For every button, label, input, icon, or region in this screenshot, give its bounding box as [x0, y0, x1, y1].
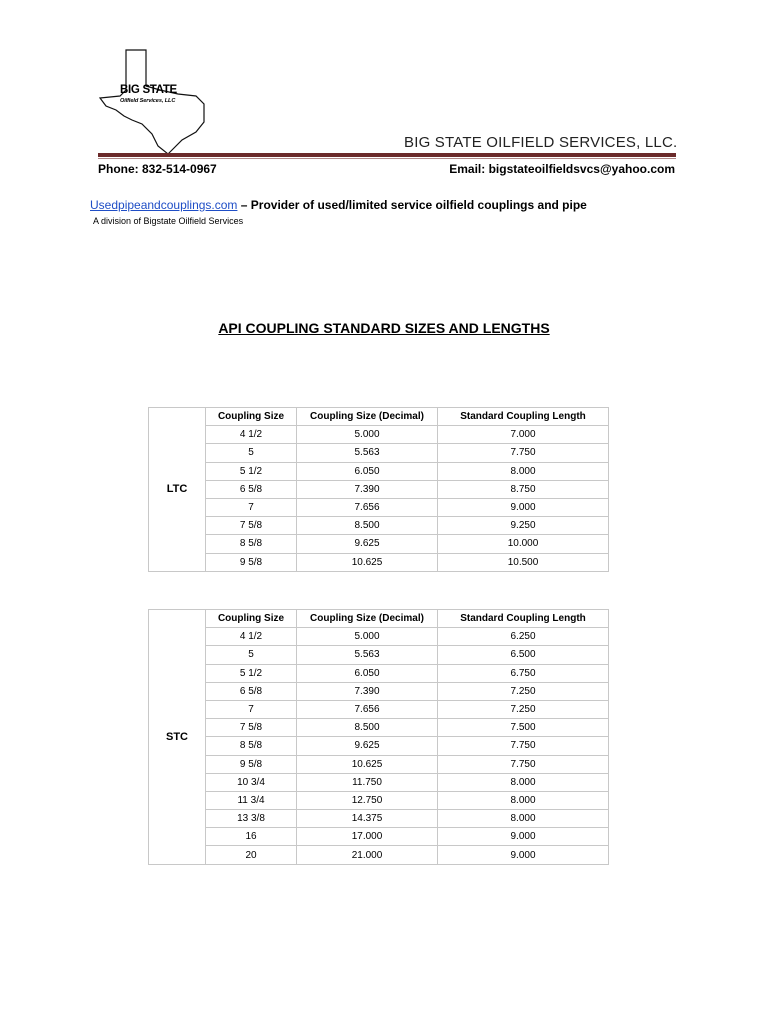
table-cell: 8.500: [297, 517, 438, 535]
table-cell: 8.000: [438, 810, 609, 828]
column-header: Standard Coupling Length: [438, 408, 609, 426]
table-cell: 20: [206, 846, 297, 864]
company-name: BIG STATE OILFIELD SERVICES, LLC.: [404, 134, 678, 151]
table-cell: 11.750: [297, 773, 438, 791]
table-cell: 10.500: [438, 553, 609, 571]
ltc-table: [148, 407, 609, 572]
table-row: [149, 828, 609, 846]
table-row: [149, 517, 609, 535]
table-cell: 9.000: [438, 846, 609, 864]
table-cell: 10.625: [297, 553, 438, 571]
table-cell: 7.656: [297, 498, 438, 516]
table-cell: 5 1/2: [206, 664, 297, 682]
table-cell: 9.250: [438, 517, 609, 535]
column-header: Standard Coupling Length: [438, 610, 609, 628]
table-row: [149, 426, 609, 444]
table-cell: 9.625: [297, 737, 438, 755]
table-cell: 9.625: [297, 535, 438, 553]
tagline-text: – Provider of used/limited service oilfield couplings and pipe: [237, 198, 587, 212]
table-cell: 5.000: [297, 426, 438, 444]
table-row: [149, 737, 609, 755]
table-cell: 6.250: [438, 628, 609, 646]
logo-subtitle: Oilfield Services, LLC: [120, 98, 176, 104]
table-cell: 16: [206, 828, 297, 846]
table-cell: 6.500: [438, 646, 609, 664]
table-cell: 7.390: [297, 480, 438, 498]
table-cell: 5 1/2: [206, 462, 297, 480]
table-row: [149, 553, 609, 571]
table-cell: 12.750: [297, 791, 438, 809]
table-row: [149, 646, 609, 664]
column-header: Coupling Size: [206, 408, 297, 426]
stc-table: [148, 609, 609, 865]
table-cell: 7: [206, 498, 297, 516]
table-cell: 8 5/8: [206, 737, 297, 755]
table-cell: 4 1/2: [206, 426, 297, 444]
table-cell: 5.563: [297, 444, 438, 462]
table-group-label: STC: [149, 610, 206, 865]
table-cell: 5.563: [297, 646, 438, 664]
table-cell: 7: [206, 700, 297, 718]
table-group-label: LTC: [149, 408, 206, 572]
table-cell: 8.500: [297, 719, 438, 737]
document-title: API COUPLING STANDARD SIZES AND LENGTHS: [218, 320, 550, 336]
table-cell: 14.375: [297, 810, 438, 828]
table-cell: 5: [206, 646, 297, 664]
division-note: A division of Bigstate Oilfield Services: [93, 216, 244, 226]
table-cell: 10.625: [297, 755, 438, 773]
table-cell: 11 3/4: [206, 791, 297, 809]
column-header: Coupling Size (Decimal): [297, 408, 438, 426]
table-cell: 6 5/8: [206, 682, 297, 700]
table-header-row: [149, 408, 609, 426]
table-cell: 6 5/8: [206, 480, 297, 498]
table-cell: 21.000: [297, 846, 438, 864]
email-address: Email: bigstateoilfieldsvcs@yahoo.com: [449, 162, 675, 176]
table-row: [149, 498, 609, 516]
table-cell: 8.000: [438, 773, 609, 791]
phone-number: Phone: 832-514-0967: [98, 162, 217, 176]
header-rule: [98, 153, 676, 157]
table-cell: 17.000: [297, 828, 438, 846]
table-header-row: [149, 610, 609, 628]
table-row: [149, 773, 609, 791]
table-cell: 7 5/8: [206, 517, 297, 535]
table-cell: 5.000: [297, 628, 438, 646]
table-row: [149, 444, 609, 462]
table-cell: 6.050: [297, 664, 438, 682]
table-cell: 8.750: [438, 480, 609, 498]
column-header: Coupling Size: [206, 610, 297, 628]
table-row: [149, 664, 609, 682]
table-cell: 9.000: [438, 498, 609, 516]
table-cell: 7.250: [438, 682, 609, 700]
table-cell: 4 1/2: [206, 628, 297, 646]
table-cell: 7.250: [438, 700, 609, 718]
table-row: [149, 628, 609, 646]
table-cell: 8 5/8: [206, 535, 297, 553]
table-row: [149, 682, 609, 700]
table-row: [149, 755, 609, 773]
website-link[interactable]: Usedpipeandcouplings.com: [90, 198, 238, 212]
table-row: [149, 846, 609, 864]
table-row: [149, 700, 609, 718]
table-row: [149, 719, 609, 737]
table-cell: 6.050: [297, 462, 438, 480]
table-cell: 10.000: [438, 535, 609, 553]
logo-wordmark: BIG STATE: [120, 84, 177, 96]
table-cell: 7.390: [297, 682, 438, 700]
table-row: [149, 480, 609, 498]
header-rule-thin: [98, 158, 676, 159]
table-row: [149, 791, 609, 809]
table-cell: 7.656: [297, 700, 438, 718]
table-cell: 9 5/8: [206, 755, 297, 773]
table-cell: 7.750: [438, 737, 609, 755]
table-cell: 8.000: [438, 462, 609, 480]
table-cell: 7.500: [438, 719, 609, 737]
table-cell: 8.000: [438, 791, 609, 809]
tagline: [90, 198, 587, 212]
table-row: [149, 810, 609, 828]
column-header: Coupling Size (Decimal): [297, 610, 438, 628]
table-cell: 9.000: [438, 828, 609, 846]
table-cell: 13 3/8: [206, 810, 297, 828]
table-cell: 7 5/8: [206, 719, 297, 737]
table-cell: 7.750: [438, 444, 609, 462]
table-cell: 7.000: [438, 426, 609, 444]
table-cell: 9 5/8: [206, 553, 297, 571]
table-cell: 10 3/4: [206, 773, 297, 791]
table-row: [149, 535, 609, 553]
table-cell: 5: [206, 444, 297, 462]
table-cell: 6.750: [438, 664, 609, 682]
table-cell: 7.750: [438, 755, 609, 773]
table-row: [149, 462, 609, 480]
